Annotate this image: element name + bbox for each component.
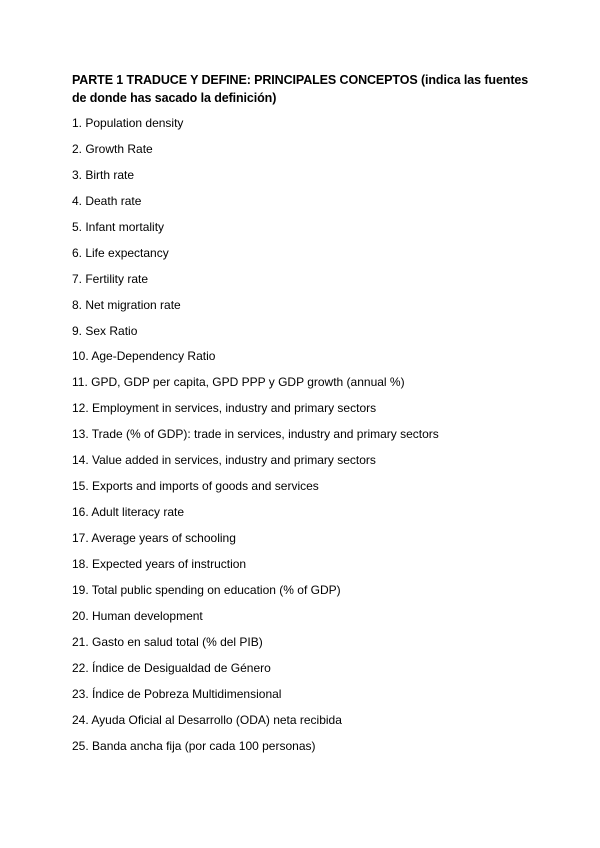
list-item: 12. Employment in services, industry and primary sectors [72, 401, 377, 416]
list-item: 1. Population density [72, 116, 184, 130]
list-item: 25. Banda ancha fija (por cada 100 personas) [72, 738, 316, 753]
list-item: 8. Net migration rate [72, 297, 181, 312]
list-item: 18. Expected years of instruction [72, 556, 247, 571]
list-item: 14. Value added in services, industry and primary sectors [72, 453, 376, 468]
list-item: 9. Sex Ratio [72, 323, 138, 338]
list-item: 4. Death rate [72, 193, 142, 208]
list-item: 7. Fertility rate [72, 271, 149, 286]
list-item: 3. Birth rate [72, 167, 135, 182]
list-item: 23. Índice de Pobreza Multidimensional [72, 686, 282, 701]
list-item: 19. Total public spending on education (% of GDP) [72, 582, 341, 597]
section-heading: PARTE 1 TRADUCE Y DEFINE: PRINCIPALES CONCEPTOS (indica las fuentes de donde has sacado la definición) [72, 73, 529, 105]
list-item: 10. Age-Dependency Ratio [72, 349, 216, 364]
list-item: 15. Exports and imports of goods and services [72, 479, 319, 494]
list-item: 21. Gasto en salud total (% del PIB) [72, 634, 263, 649]
concept-list [72, 114, 439, 762]
list-item: 16. Adult literacy rate [72, 505, 185, 520]
list-item: 24. Ayuda Oficial al Desarrollo (ODA) neta recibida [72, 712, 342, 727]
list-item: 17. Average years of schooling [72, 531, 236, 545]
list-item: 11. GPD, GDP per capita, GPD PPP y GDP growth (annual %) [72, 375, 405, 390]
list-item: 13. Trade (% of GDP): trade in services, industry and primary sectors [72, 427, 439, 442]
list-item: 2. Growth Rate [72, 141, 153, 156]
list-item: 6. Life expectancy [72, 245, 169, 260]
list-item: 20. Human development [72, 608, 203, 623]
list-item: 5. Infant mortality [72, 219, 165, 234]
list-item: 22. Índice de Desigualdad de Género [72, 660, 271, 675]
